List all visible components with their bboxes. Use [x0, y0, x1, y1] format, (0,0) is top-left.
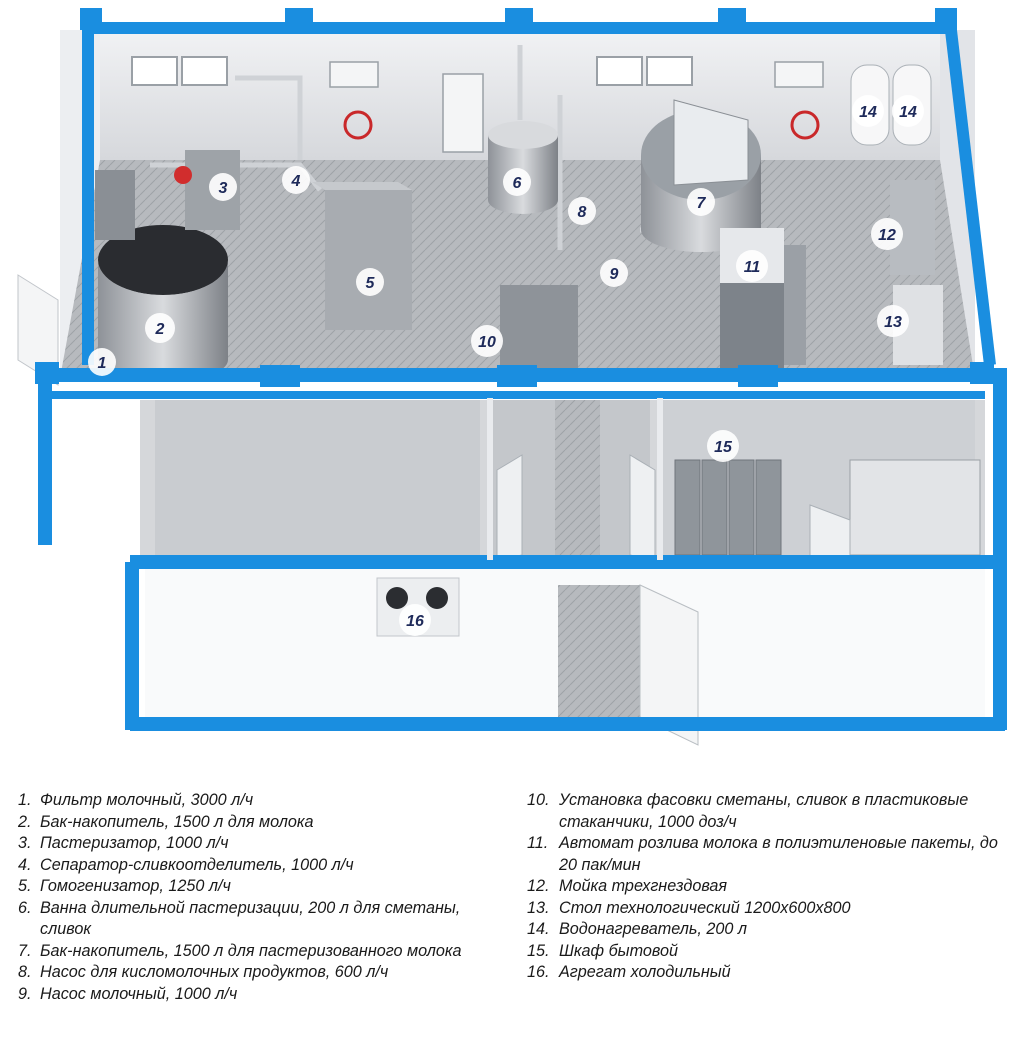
storage-tank-1500l — [98, 225, 228, 382]
svg-text:10: 10 — [478, 334, 496, 351]
shower-cabin — [850, 460, 980, 555]
marker-16 — [399, 604, 431, 636]
marker-5 — [356, 268, 384, 296]
marker-4 — [282, 166, 310, 194]
legend-item: 9. Насос молочный, 1000 л/ч — [18, 984, 238, 1003]
svg-text:14: 14 — [899, 104, 917, 121]
svg-text:13: 13 — [884, 314, 902, 331]
marker-11 — [736, 250, 768, 282]
marker-6 — [503, 168, 531, 196]
legend-column-left — [18, 790, 508, 1005]
legend-item: 13. Стол технологический 1200х600х800 — [527, 898, 851, 917]
filter-unit — [95, 170, 135, 240]
homogenizer — [312, 182, 412, 330]
room-storage — [155, 400, 480, 555]
marker-15 — [707, 430, 739, 462]
equipment-legend — [0, 790, 1024, 1030]
legend-item: 3. Пастеризатор, 1000 л/ч — [18, 834, 229, 852]
svg-text:5: 5 — [365, 275, 375, 292]
partition-door — [497, 455, 522, 560]
legend-item: 8. Насос для кисломолочных продуктов, 600 л/ч — [18, 963, 389, 981]
svg-text:7: 7 — [696, 195, 706, 212]
legend-item: 7. Бак-накопитель, 1500 л для пастеризованного молока — [18, 941, 462, 960]
pasteurization-bath — [488, 121, 558, 214]
svg-text:14: 14 — [859, 104, 877, 121]
marker-2 — [145, 313, 175, 343]
svg-text:11: 11 — [743, 259, 761, 276]
svg-text:3: 3 — [218, 180, 228, 197]
marker-3 — [209, 173, 237, 201]
marker-1 — [88, 348, 116, 376]
svg-text:16: 16 — [406, 613, 424, 630]
marker-10 — [471, 325, 503, 357]
marker-14 — [852, 95, 884, 127]
legend-item: 10. Установка фасовки сметаны, сливок в пластиковые стаканчики, 1000 доз/ч — [527, 791, 969, 831]
svg-text:12: 12 — [878, 227, 896, 244]
legend-item: 16. Агрегат холодильный — [527, 963, 731, 981]
legend-item: 5. Гомогенизатор, 1250 л/ч — [18, 877, 231, 895]
front-door-opening — [558, 585, 640, 717]
svg-text:9: 9 — [609, 266, 619, 283]
svg-text:1: 1 — [97, 355, 107, 372]
marker-8 — [568, 197, 596, 225]
legend-item: 15. Шкаф бытовой — [527, 941, 678, 960]
marker-7 — [687, 188, 715, 216]
bag-filling-machine — [720, 228, 806, 368]
legend-item: 6. Ванна длительной пастеризации, 200 л для сметаны, сливок — [18, 898, 461, 938]
corridor-floor — [555, 400, 600, 555]
marker-9 — [600, 259, 628, 287]
legend-item: 1. Фильтр молочный, 3000 л/ч — [18, 791, 254, 809]
marker-12 — [871, 218, 903, 250]
marker-13 — [877, 305, 909, 337]
svg-text:6: 6 — [512, 175, 522, 192]
legend-item: 11. Автомат розлива молока в полиэтиленовые пакеты, до 20 пак/мин — [527, 834, 998, 874]
legend-item: 12. Мойка трехгнездовая — [527, 877, 728, 895]
svg-text:15: 15 — [714, 439, 732, 456]
pump-red — [174, 166, 192, 184]
legend-item: 2. Бак-накопитель, 1500 л для молока — [18, 812, 314, 831]
svg-text:8: 8 — [577, 204, 587, 221]
svg-text:2: 2 — [155, 321, 165, 338]
svg-text:4: 4 — [291, 173, 301, 190]
marker-14b — [892, 95, 924, 127]
legend-item: 14. Водонагреватель, 200 л — [527, 920, 747, 938]
partition-door — [630, 455, 655, 560]
lower-rooms — [140, 400, 985, 745]
legend-item: 4. Сепаратор-сливкоотделитель, 1000 л/ч — [18, 855, 354, 874]
legend-column-right — [527, 790, 1007, 984]
